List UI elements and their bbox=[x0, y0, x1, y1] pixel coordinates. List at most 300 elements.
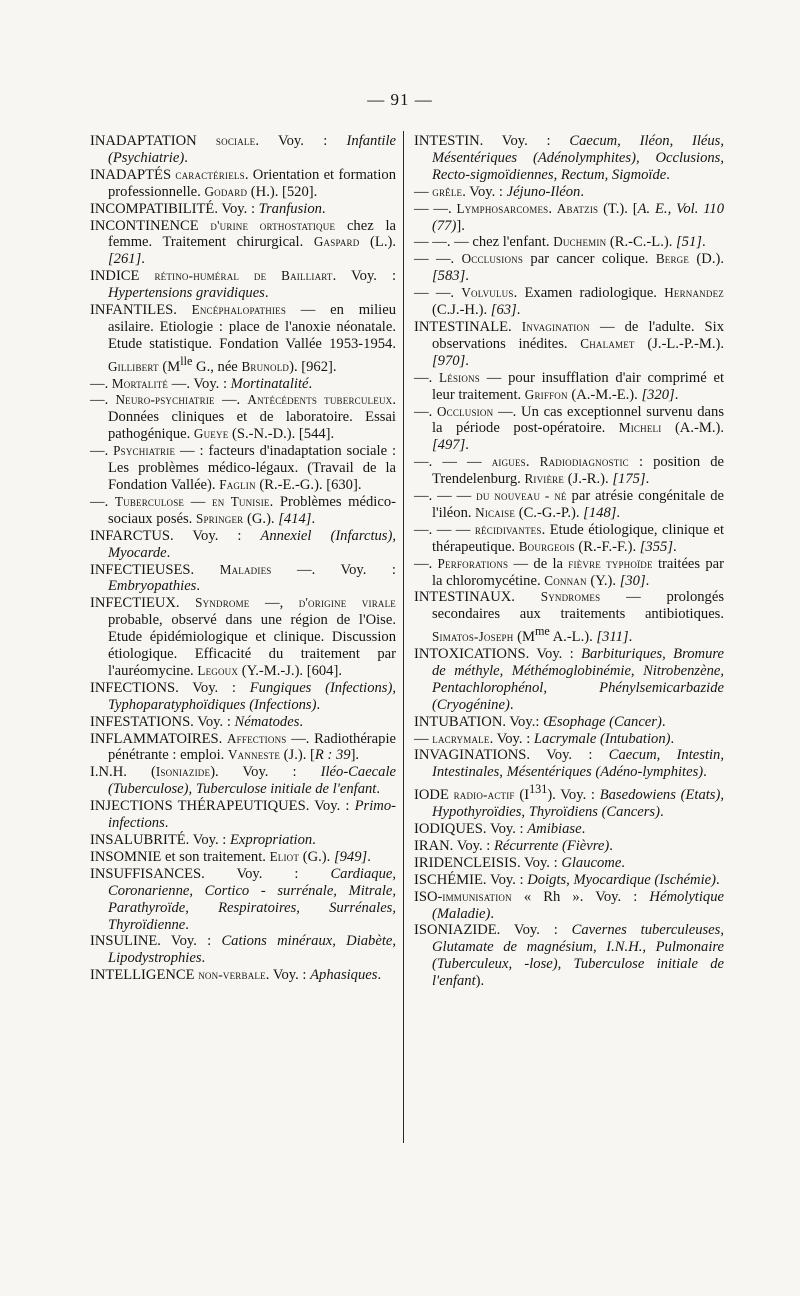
entry-segment: [949] bbox=[333, 848, 368, 865]
entry-segment: ]. bbox=[456, 217, 465, 234]
index-entry bbox=[90, 302, 396, 375]
index-entry bbox=[414, 855, 724, 872]
index-entry bbox=[90, 849, 396, 866]
entry-segment: . Orientation et formation professionnelle. bbox=[108, 166, 396, 200]
entry-segment: —. — — bbox=[414, 454, 492, 471]
entry-segment: Caecum, Iléon, Iléus, Mésentériques (Adénolymphites), Occlusions, Recto-sigmoïdiennes, Rectum, Sigmoïde bbox=[432, 133, 724, 183]
entry-segment: . bbox=[367, 848, 371, 865]
entry-segment: radio-actif bbox=[453, 787, 515, 803]
entry-segment: ]. bbox=[350, 747, 360, 764]
entry-segment: — —. bbox=[414, 285, 462, 302]
entry-segment: INVAGINATIONS. Voy. : bbox=[414, 747, 609, 764]
entry-segment: Springer bbox=[195, 510, 244, 526]
entry-segment: chez la femme. Traitement chirurgical. bbox=[108, 217, 397, 251]
entry-segment: (Y.). bbox=[586, 572, 620, 589]
entry-segment: INFECTIEUSES. bbox=[90, 561, 220, 578]
entry-segment: en Tunisie bbox=[212, 493, 270, 509]
entry-segment: . bbox=[312, 832, 316, 849]
entry-segment: (T.). [ bbox=[598, 200, 638, 217]
entry-segment: Griffon bbox=[524, 386, 568, 402]
index-entry bbox=[414, 488, 724, 522]
entry-segment: Duchemin bbox=[553, 234, 607, 250]
entry-segment: Abatzis bbox=[556, 200, 599, 216]
entry-segment: lle bbox=[180, 353, 193, 368]
entry-segment: . bbox=[661, 713, 666, 730]
entry-segment: Volvulus bbox=[461, 285, 514, 301]
index-entry bbox=[414, 201, 724, 235]
entry-segment: Caecum, Intestin, Intestinales, Mésentériques (Adéno-lymphites) bbox=[432, 747, 724, 781]
index-entry bbox=[414, 370, 724, 404]
index-column-left bbox=[90, 133, 396, 984]
entry-segment: — bbox=[184, 493, 213, 510]
entry-segment: (S.-N.-D.). [544]. bbox=[228, 426, 335, 443]
entry-segment: . Etude étiologique, clinique et thérapeutique. bbox=[432, 521, 725, 555]
entry-segment: INCONTINENCE bbox=[90, 217, 211, 234]
entry-segment: ). [962]. bbox=[289, 358, 337, 375]
entry-segment: —. Voy. : bbox=[271, 561, 396, 578]
entry-segment: [30] bbox=[619, 572, 646, 589]
entry-segment: Basedowiens (Etats), Hypothyroïdies, Thyroïdiens (Cancers) bbox=[432, 787, 724, 821]
entry-segment: IRAN. Voy. : bbox=[414, 837, 495, 854]
index-entry bbox=[90, 376, 396, 393]
entry-segment: [148] bbox=[583, 504, 617, 521]
entry-segment: (J.-R.). bbox=[564, 471, 613, 488]
entry-segment: — —. bbox=[414, 251, 462, 268]
index-entry bbox=[414, 133, 724, 184]
index-column-right bbox=[414, 133, 724, 990]
entry-segment: —. bbox=[414, 403, 437, 420]
entry-segment: . bbox=[141, 251, 145, 268]
entry-segment: « Rh ». Voy. : bbox=[511, 888, 650, 905]
entry-segment: grêle bbox=[432, 183, 463, 199]
index-entry bbox=[414, 556, 724, 590]
entry-segment: —. — — bbox=[414, 488, 477, 505]
entry-segment: (R.-C.-L.). bbox=[606, 234, 676, 251]
entry-segment: . bbox=[580, 183, 584, 200]
entry-segment: INADAPTÉS bbox=[90, 166, 176, 183]
entry-segment: Psychiatrie bbox=[113, 443, 176, 459]
entry-segment: Gueye bbox=[193, 426, 229, 442]
entry-segment: —. bbox=[90, 493, 115, 510]
entry-segment: . Voy. : bbox=[462, 183, 507, 200]
entry-segment: —. bbox=[214, 392, 248, 409]
entry-segment: Tranfusion bbox=[258, 200, 322, 217]
entry-segment: (C.J.-H.). bbox=[432, 302, 491, 319]
index-entry bbox=[90, 167, 396, 201]
entry-segment: du nouveau - né bbox=[476, 488, 567, 504]
entry-segment: . bbox=[516, 302, 521, 319]
entry-segment: (J.). [ bbox=[280, 747, 315, 764]
entry-segment: Nématodes bbox=[234, 713, 300, 730]
entry-segment: Hernandez bbox=[664, 285, 724, 301]
entry-segment: (Y.-M.-J.). [604]. bbox=[238, 662, 342, 679]
entry-segment: Isoniazide bbox=[155, 764, 211, 780]
entry-segment: —. — — bbox=[414, 521, 475, 538]
entry-segment: Micheli bbox=[618, 420, 662, 436]
entry-segment: Amibiase bbox=[527, 820, 582, 837]
entry-segment: — prolongés secondaires aux traitements antibiotiques. bbox=[432, 589, 724, 623]
entry-segment: Bourgeois bbox=[518, 538, 575, 554]
entry-segment: INTOXICATIONS. Voy. : bbox=[414, 646, 582, 663]
entry-segment: —. bbox=[90, 443, 114, 460]
entry-segment: Gillibert bbox=[108, 358, 159, 374]
index-entry bbox=[414, 251, 724, 285]
entry-segment: . bbox=[548, 200, 557, 217]
entry-segment: (A.-M.). bbox=[661, 420, 724, 437]
entry-segment: [970] bbox=[432, 352, 466, 369]
entry-segment: INJECTIONS THÉRAPEUTIQUES. Voy. : bbox=[90, 798, 355, 815]
entry-segment: [320] bbox=[641, 386, 675, 403]
entry-segment: (D.). bbox=[689, 251, 724, 268]
entry-segment: — bbox=[414, 183, 433, 200]
entry-segment: — de la bbox=[508, 555, 569, 572]
entry-segment: . bbox=[581, 820, 586, 837]
entry-segment: . bbox=[465, 352, 469, 369]
entry-segment: —. Un cas exceptionnel survenu dans la période post-opératoire. bbox=[432, 403, 725, 437]
entry-segment: INSUFFISANCES. Voy. : bbox=[90, 865, 331, 882]
entry-segment: Doigts, Myocardique (Ischémie) bbox=[527, 871, 716, 888]
entry-segment: Aphasiques bbox=[310, 967, 378, 984]
entry-segment: . bbox=[321, 200, 326, 217]
entry-segment: —, bbox=[249, 595, 299, 612]
entry-segment: Mortalité bbox=[111, 375, 169, 391]
index-entry bbox=[414, 285, 724, 319]
entry-segment: (A.-M.-E.). bbox=[567, 386, 642, 403]
entry-segment: Syndromes bbox=[540, 589, 601, 605]
entry-segment: Fungiques (Infections), Typhoparatyphoïdiques (Infections) bbox=[108, 679, 396, 713]
entry-segment: Cardiaque, Coronarienne, Cortico - surrénale, Mitrale, Parathyroïde, Respiratoires, Surrénales, Thyroïdienne bbox=[108, 865, 396, 933]
entry-segment: Neuro-psychiatrie bbox=[115, 392, 215, 408]
entry-segment: IODIQUES. Voy. : bbox=[414, 820, 528, 837]
entry-segment: . bbox=[666, 166, 670, 183]
entry-segment: Vanneste bbox=[227, 747, 281, 763]
index-entry bbox=[414, 454, 724, 488]
index-entry bbox=[90, 201, 396, 218]
entry-segment: Radiodiagnostic bbox=[539, 454, 629, 470]
entry-segment: (G.). bbox=[299, 848, 334, 865]
entry-segment: INSULINE. Voy. : bbox=[90, 933, 222, 950]
index-entry bbox=[90, 562, 396, 596]
entry-segment: Lymphosarcomes bbox=[456, 200, 549, 216]
entry-segment: Nicaise bbox=[475, 504, 516, 520]
entry-segment: Annexiel (Infarctus), Myocarde bbox=[108, 527, 396, 561]
entry-segment: (J.-L.-P.-M.). bbox=[634, 335, 724, 352]
index-entry bbox=[90, 832, 396, 849]
index-entry bbox=[414, 319, 724, 370]
entry-segment: Lacrymale (Intubation) bbox=[533, 730, 671, 747]
entry-segment: IRIDENCLEISIS. Voy. : bbox=[414, 854, 562, 871]
entry-segment: — —. bbox=[414, 200, 457, 217]
entry-segment: . Données cliniques et de laboratoire. Essai pathogénique. bbox=[108, 392, 396, 443]
entry-segment: caractériels bbox=[175, 166, 245, 182]
index-entry bbox=[90, 528, 396, 562]
entry-segment: —. Radiothérapie pénétrante : emploi. bbox=[108, 730, 396, 764]
entry-segment: INCOMPATIBILITÉ. Voy. : bbox=[90, 200, 259, 217]
entry-segment: . Voy. : bbox=[332, 268, 396, 285]
entry-segment: Berge bbox=[655, 251, 690, 267]
entry-segment: Legoux bbox=[197, 662, 239, 678]
index-entry bbox=[414, 747, 724, 781]
entry-segment: . bbox=[299, 713, 304, 730]
entry-segment: —. bbox=[90, 375, 112, 392]
entry-segment: Faglin bbox=[219, 476, 256, 492]
entry-segment: probable, observé dans une région de l'Oise. Etude épidémiologique et clinique. Discussion étiologique. Efficacité du traitement par l'auréomycine. bbox=[108, 612, 396, 679]
entry-segment: —. Voy. : bbox=[168, 375, 231, 392]
entry-segment: . bbox=[377, 967, 382, 984]
entry-segment: . bbox=[659, 804, 664, 821]
entry-segment: — bbox=[414, 730, 433, 747]
entry-segment: ). Voy. : bbox=[547, 787, 600, 804]
entry-segment: Simatos-Joseph bbox=[432, 629, 514, 645]
entry-segment: INTESTIN. Voy. : bbox=[414, 133, 570, 149]
entry-segment: (M bbox=[158, 358, 181, 375]
entry-segment: . Voy. : bbox=[489, 730, 534, 747]
entry-segment: récidivantes bbox=[474, 521, 542, 537]
entry-segment: INFANTILES. bbox=[90, 302, 192, 319]
entry-segment: — de l'adulte. Six observations inédites. bbox=[432, 318, 725, 352]
entry-segment: rétino-huméral de Bailliart bbox=[154, 268, 333, 284]
entry-segment: [175] bbox=[612, 471, 646, 488]
index-entry bbox=[414, 646, 724, 714]
index-entry bbox=[90, 268, 396, 302]
entry-segment: . Problèmes médico-sociaux posés. bbox=[108, 493, 396, 527]
index-entry bbox=[414, 821, 724, 838]
entry-segment: INFECTIONS. Voy. : bbox=[90, 679, 250, 696]
entry-segment: . bbox=[509, 696, 514, 713]
entry-segment: Brunold bbox=[241, 358, 290, 374]
entry-segment: me bbox=[534, 624, 550, 639]
entry-segment: [63] bbox=[490, 302, 517, 319]
entry-segment: Mortinatalité bbox=[230, 375, 309, 392]
index-entry bbox=[414, 184, 724, 201]
entry-segment: —. bbox=[414, 369, 440, 386]
entry-segment: R : 39 bbox=[314, 747, 351, 764]
index-entry bbox=[90, 595, 396, 680]
entry-segment: INFLAMMATOIRES. bbox=[90, 730, 227, 747]
entry-segment: INFESTATIONS. Voy. : bbox=[90, 713, 235, 730]
entry-segment: INDICE bbox=[90, 268, 155, 285]
entry-segment: ISCHÉMIE. Voy. : bbox=[414, 871, 528, 888]
entry-segment: . bbox=[628, 629, 633, 646]
entry-segment: G., née bbox=[192, 358, 242, 375]
index-entry bbox=[414, 522, 724, 556]
entry-segment: (R.-E.-G.). [630]. bbox=[255, 476, 362, 493]
entry-segment: lacrymale bbox=[432, 730, 490, 746]
entry-segment: Cations minéraux, Diabète, Lipodystrophies bbox=[108, 933, 396, 967]
entry-segment: Affections bbox=[227, 730, 287, 746]
entry-segment: . bbox=[621, 854, 625, 871]
entry-segment: [497] bbox=[432, 437, 466, 454]
entry-segment: INTESTINALE. bbox=[414, 318, 522, 335]
entry-segment: . bbox=[490, 905, 495, 922]
entry-segment: Antécédents tuberculeux bbox=[247, 392, 393, 408]
entry-segment: . bbox=[701, 234, 706, 251]
entry-segment: Expropriation bbox=[230, 832, 313, 849]
entry-segment: ISO- bbox=[414, 888, 443, 905]
entry-segment: I.N.H. ( bbox=[90, 764, 156, 781]
entry-segment: . bbox=[185, 916, 189, 933]
entry-segment: . bbox=[164, 815, 169, 832]
entry-segment: (H.). [520]. bbox=[247, 183, 318, 200]
entry-segment: INTESTINAUX. bbox=[414, 589, 541, 606]
entry-segment: . Voy. : bbox=[265, 967, 311, 984]
entry-segment: . bbox=[465, 268, 469, 285]
entry-segment: 131 bbox=[529, 782, 548, 797]
entry-segment: —. bbox=[414, 555, 438, 572]
entry-segment: Encéphalopathies bbox=[191, 302, 287, 318]
entry-segment: IODE bbox=[414, 787, 454, 804]
entry-segment: Godard bbox=[204, 183, 248, 199]
entry-segment: Primo-infections bbox=[108, 798, 396, 832]
entry-segment: . bbox=[465, 437, 469, 454]
entry-segment: . bbox=[645, 471, 650, 488]
entry-segment: . bbox=[308, 375, 313, 392]
entry-segment: —. bbox=[90, 392, 116, 409]
column-divider bbox=[403, 131, 404, 1143]
entry-segment: [355] bbox=[639, 538, 673, 555]
index-entry bbox=[414, 714, 724, 731]
entry-segment: . bbox=[673, 538, 677, 555]
entry-segment: Tuberculose bbox=[114, 493, 185, 509]
entry-segment: (G.). bbox=[243, 510, 279, 527]
entry-segment: . bbox=[264, 285, 269, 302]
entry-segment: aigues bbox=[491, 454, 526, 470]
index-entry bbox=[90, 933, 396, 967]
entry-segment: INTUBATION. Voy.: bbox=[414, 713, 544, 730]
entry-segment: . bbox=[201, 950, 206, 967]
entry-segment: Hypertensions gravidiques bbox=[108, 285, 265, 302]
entry-segment: Perforations bbox=[437, 555, 509, 571]
entry-segment: Infantile (Psychiatrie) bbox=[108, 133, 396, 166]
entry-segment: Invagination bbox=[521, 318, 590, 334]
entry-segment: (C.-G.-P.). bbox=[515, 504, 584, 521]
entry-segment: par cancer colique. bbox=[523, 251, 656, 268]
entry-segment: . Voy. : bbox=[255, 133, 347, 149]
entry-segment: Œsophage (Cancer) bbox=[543, 713, 662, 730]
entry-segment: immunisation bbox=[442, 888, 512, 904]
index-entry bbox=[414, 404, 724, 455]
entry-segment: . bbox=[525, 454, 540, 471]
index-entry bbox=[414, 872, 724, 889]
index-entry bbox=[414, 922, 724, 990]
entry-segment: . bbox=[616, 504, 621, 521]
index-entry bbox=[414, 234, 724, 251]
entry-segment: Rivière bbox=[524, 471, 565, 487]
entry-segment: Cavernes tuberculeuses, Glutamate de magnésium, I.N.H., Pulmonaire (Tuberculeux, -lose), Tuberculose initiale de l'enfant bbox=[432, 922, 724, 990]
entry-segment: INTELLIGENCE bbox=[90, 967, 199, 984]
entry-segment: Récurrente (Fièvre) bbox=[494, 837, 610, 854]
entry-segment: . bbox=[645, 572, 650, 589]
entry-segment: Glaucome bbox=[561, 854, 622, 871]
entry-segment: INSALUBRITÉ. Voy. : bbox=[90, 832, 231, 849]
index-entry bbox=[90, 392, 396, 443]
index-entry bbox=[414, 731, 724, 748]
entry-segment: : position de Trendelenburg. bbox=[432, 454, 724, 488]
entry-segment: INADAPTATION bbox=[90, 133, 216, 149]
entry-segment: INFARCTUS. Voy. : bbox=[90, 527, 261, 544]
index-entry bbox=[90, 443, 396, 494]
entry-segment: (L.). bbox=[359, 234, 396, 251]
entry-segment: Connan bbox=[544, 572, 587, 588]
index-entry bbox=[90, 133, 396, 167]
index-entry bbox=[90, 680, 396, 714]
entry-segment: . bbox=[184, 149, 188, 166]
entry-segment: — en milieu asilaire. Etiologie : place de l'anoxie néonatale. Etude statistique. Fondation Vallée 1953-1954. bbox=[108, 302, 396, 352]
index-entry bbox=[90, 731, 396, 765]
entry-segment: [311] bbox=[596, 629, 629, 646]
entry-segment: INFECTIEUX. bbox=[90, 595, 196, 612]
entry-segment: . bbox=[670, 730, 675, 747]
entry-segment: A. E., Vol. 110 (77) bbox=[432, 200, 725, 234]
entry-segment: d'origine virale bbox=[298, 595, 396, 611]
entry-segment: . bbox=[196, 578, 201, 595]
entry-segment: Syndrome bbox=[195, 595, 250, 611]
index-entry bbox=[90, 714, 396, 731]
entry-segment: . bbox=[674, 386, 679, 403]
entry-segment: . bbox=[311, 510, 316, 527]
index-entry bbox=[90, 798, 396, 832]
entry-segment: . bbox=[609, 837, 613, 854]
entry-segment: (I bbox=[514, 787, 530, 804]
entry-segment: d'urine orthostatique bbox=[210, 217, 336, 233]
entry-segment: Iléo-Caecale (Tuberculose), Tuberculose initiale de l'enfant bbox=[108, 764, 396, 798]
entry-segment: . bbox=[316, 696, 321, 713]
entry-segment: ). Voy. : bbox=[210, 764, 321, 781]
entry-segment: [414] bbox=[278, 510, 312, 527]
entry-segment: ). bbox=[475, 973, 485, 990]
entry-segment: INSOMNIE et son traitement. bbox=[90, 848, 270, 865]
entry-segment: — : facteurs d'inadaptation sociale : Les problèmes médico-légaux. (Travail de la Fondation Vallée). bbox=[108, 443, 396, 493]
entry-segment: Barbituriques, Bromure de méthyle, Méthémoglobinémie, Nitrobenzène, Pentachlorophénol, Phénylsemicarbazide (Cryogénine) bbox=[432, 646, 724, 713]
entry-segment: traitées par la chloromycétine. bbox=[432, 555, 724, 589]
entry-segment: . bbox=[166, 544, 171, 561]
index-entry bbox=[90, 967, 396, 984]
entry-segment: . bbox=[376, 781, 380, 798]
entry-segment: . bbox=[715, 871, 720, 888]
entry-segment: Lésions bbox=[439, 369, 480, 385]
entry-segment: Occlusions bbox=[461, 251, 524, 267]
index-entry bbox=[90, 764, 396, 798]
entry-segment: . bbox=[703, 764, 707, 781]
entry-segment: [51] bbox=[676, 234, 702, 251]
entry-segment: Gaspard bbox=[313, 234, 360, 250]
entry-segment: [261] bbox=[108, 251, 142, 268]
entry-segment: Embryopathies bbox=[108, 578, 197, 595]
entry-segment: A.-L.). bbox=[549, 629, 597, 646]
entry-segment: Eliot bbox=[269, 848, 300, 864]
index-entry bbox=[414, 838, 724, 855]
index-entry bbox=[414, 589, 724, 646]
entry-segment: ISONIAZIDE. Voy. : bbox=[414, 922, 572, 939]
index-entry bbox=[90, 866, 396, 934]
entry-segment: Maladies bbox=[219, 561, 272, 577]
entry-segment: Jéjuno-Iléon bbox=[506, 183, 581, 200]
index-entry bbox=[90, 494, 396, 528]
entry-segment: (R.-F.-F.). bbox=[574, 538, 640, 555]
index-entry bbox=[414, 781, 724, 821]
index-entry bbox=[90, 218, 396, 269]
entry-segment: Occlusion bbox=[437, 403, 494, 419]
index-entry bbox=[414, 889, 724, 923]
entry-segment: Chalamet bbox=[580, 335, 635, 351]
entry-segment: sociale bbox=[215, 133, 256, 148]
entry-segment: par atrésie congénitale de l'iléon. bbox=[432, 488, 725, 521]
entry-segment: [583] bbox=[432, 268, 466, 285]
entry-segment: — —. — chez l'enfant. bbox=[414, 234, 554, 251]
entry-segment: . Examen radiologique. bbox=[513, 285, 665, 302]
entry-segment: — pour insufflation d'air comprimé et leur traitement. bbox=[432, 369, 724, 403]
page-number: — 91 — bbox=[367, 90, 433, 109]
